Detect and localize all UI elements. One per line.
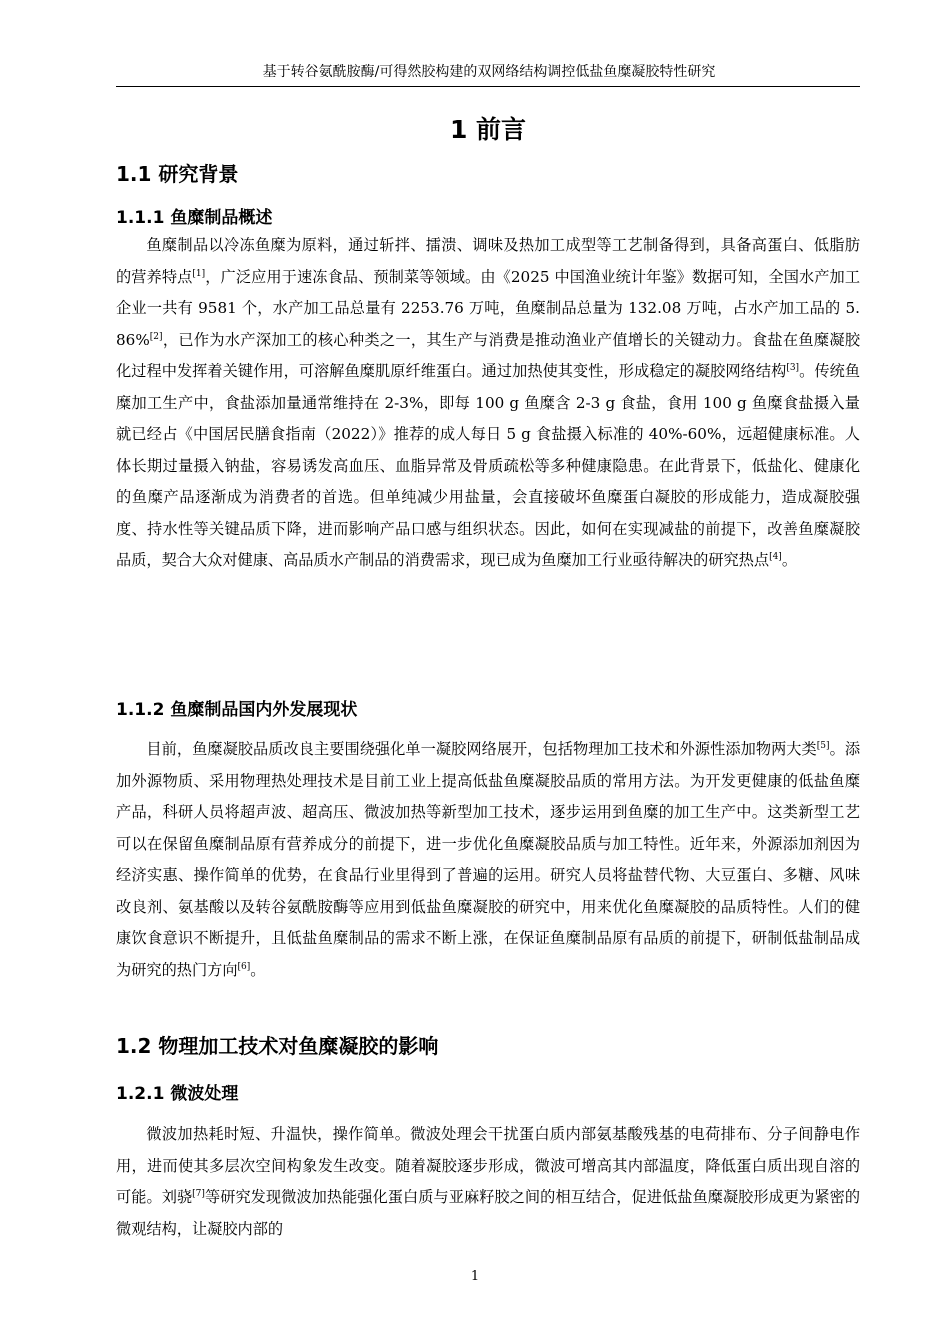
paragraph-text: 。 [250,960,266,979]
paragraph-text: 。 [781,551,797,569]
citation-4: [4] [769,552,782,562]
paragraph-text: 鱼糜制品以冷冻鱼糜为原料，通过斩拌、擂溃、调味及热加工成型等工艺制备得到，具备高蛋白、低脂肪的营养特点 [116,236,860,286]
header-divider [116,86,860,87]
paragraph-1-1-1 [116,230,860,577]
section-heading-1-1: 1.1 研究背景 [116,162,239,186]
paragraph-1-2-1 [116,1119,860,1245]
paragraph-text: ，广泛应用于速冻食品、预制菜等领域。由《2025 中国渔业统计年鉴》数据可知，全国水产加工企业一共有 9581 个，水产加工品总量有 2253.76 万吨，鱼糜制品总量为 132.08 万吨，占水产加工品的 5.86% [116,267,861,349]
citation-1: [1] [192,268,206,279]
paragraph-text: 。传统鱼糜加工生产中，食盐添加量通常维持在 2-3%，即每 100 g 鱼糜含 2-3 g 食盐，食用 100 g 鱼糜食盐摄入量就已经占《中国居民膳食指南（2022）》推荐的成人每日 5 g 食盐摄入标准的 40%-60%，远超健康标准。人体长期过量摄入钠盐，容易诱发高血压、血脂异常及骨质疏松等多种健康隐患。在此背景下，低盐化、健康化的鱼糜产品逐渐成为消费者的首选。但单纯减少用盐量，会直接破坏鱼糜蛋白凝胶的形成能力，造成凝胶强度、持水性等关键品质下降，进而影响产品口感与组织状态。因此，如何在实现减盐的前提下，改善鱼糜凝胶品质，契合大众对健康、高品质水产制品的消费需求，现已成为鱼糜加工行业亟待解决的研究热点 [116,362,860,569]
paragraph-text: 微波加热耗时短、升温快，操作简单。微波处理会干扰蛋白质内部氨基酸残基的电荷排布、分子间静电作用，进而使其多层次空间构象发生改变。随着凝胶逐步形成，微波可增高其内部温度，降低蛋白质出现自溶的可能。刘骁 [116,1125,860,1206]
citation-3: [3] [786,363,800,373]
section-heading-1-2-1: 1.2.1 微波处理 [116,1084,239,1104]
paragraph-text: 目前，鱼糜凝胶品质改良主要围绕强化单一凝胶网络展开，包括物理加工技术和外源性添加物两大类 [146,740,817,758]
section-heading-1-1-1: 1.1.1 鱼糜制品概述 [116,208,273,228]
paragraph-1-1-2 [116,734,860,986]
paragraph-text: 。添加外源物质、采用物理热处理技术是目前工业上提高低盐鱼糜凝胶品质的常用方法。为开发更健康的低盐鱼糜产品，科研人员将超声波、超高压、微波加热等新型加工技术，逐步运用到鱼糜的加工生产中。这类新型工艺可以在保留鱼糜制品原有营养成分的前提下，进一步优化鱼糜凝胶品质与加工特性。近年来，外源添加剂因为经济实惠、操作简单的优势，在食品行业里得到了普遍的运用。研究人员将盐替代物、大豆蛋白、多糖、风味改良剂、氨基酸以及转谷氨酰胺酶等应用到低盐鱼糜凝胶的研究中，用来优化鱼糜凝胶的品质特性。人们的健康饮食意识不断提升，且低盐鱼糜制品的需求不断上涨，在保证鱼糜制品原有品质的前提下，研制低盐制品成为研究的热门方向 [116,740,861,979]
chapter-title: 1 前言 [449,115,527,144]
paragraph-text: 等研究发现微波加热能强化蛋白质与亚麻籽胶之间的相互结合，促进低盐鱼糜凝胶形成更为紧密的微观结构，让凝胶内部的 [116,1188,860,1238]
page-number: 1 [470,1269,480,1284]
section-heading-1-1-2: 1.1.2 鱼糜制品国内外发展现状 [116,700,358,720]
citation-5: [5] [816,741,830,751]
citation-2: [2] [149,331,163,342]
running-header: 基于转谷氨酰胺酶/可得然胶构建的双网络结构调控低盐鱼糜凝胶特性研究 [262,64,716,80]
section-heading-1-2: 1.2 物理加工技术对鱼糜凝胶的影响 [116,1034,439,1058]
citation-7: [7] [192,1189,205,1199]
paragraph-text: ，已作为水产深加工的核心种类之一，其生产与消费是推动渔业产值增长的关键动力。食盐在鱼糜凝胶化过程中发挥着关键作用，可溶解鱼糜肌原纤维蛋白。通过加热使其变性，形成稳定的凝胶网络结构 [116,330,860,380]
citation-6: [6] [237,961,251,972]
